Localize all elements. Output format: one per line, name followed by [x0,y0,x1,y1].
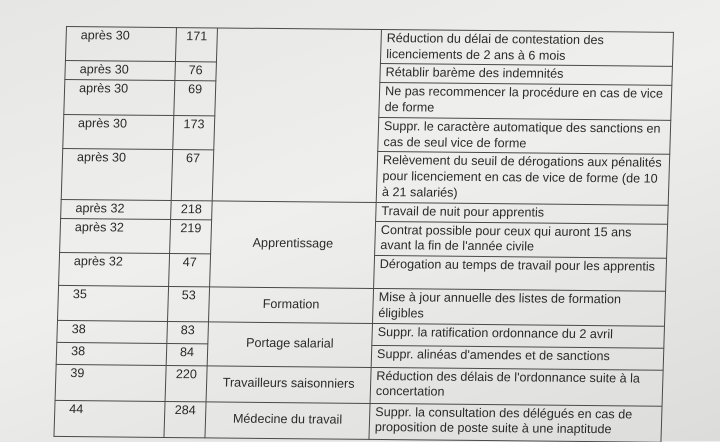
amendment-number: 173 [173,115,215,150]
amendments-table [53,26,674,442]
amendment-number: 69 [174,81,216,116]
amendment-description: Rétablir barème des indemnités [380,64,673,86]
amendment-description: Suppr. alinéas d'amendes et de sanctions [371,345,664,370]
amendment-description: Contrat possible pour ceux qui auront 15 ans avant la fin de l'année civile [375,221,668,258]
amendment-number: 218 [171,200,213,219]
article-ref: après 32 [61,199,172,219]
theme-portage-salarial: Portage salarial [207,321,372,367]
theme-licenciement [212,28,381,202]
amendment-number: 171 [175,28,217,63]
amendment-description: Réduction des délais de l'ordonnance suite à la concertation [370,367,663,406]
amendment-number: 220 [165,365,207,401]
amendment-number: 219 [170,219,212,254]
amendment-description: Suppr. la consultation des délégués en cas de proposition de poste suite à une inaptitude [369,403,662,442]
article-ref: 38 [56,342,167,365]
amendment-description: Mise à jour annuelle des listes de formation éligibles [373,289,666,326]
amendment-description: Dérogation au temps de travail pour les apprentis [374,256,667,292]
amendment-description: Suppr. le caractère automatique des sanctions en cas de seul vice de forme [378,117,671,154]
article-ref: après 32 [60,218,171,254]
theme-travailleurs-saisonniers: Travailleurs saisonniers [206,365,371,403]
article-ref: après 30 [63,114,174,150]
table-row [65,27,673,67]
article-ref: 35 [58,286,169,322]
theme-formation: Formation [209,287,374,323]
amendment-number: 67 [171,150,214,201]
amendment-number: 47 [169,254,211,287]
amendment-description: Suppr. la ratification ordonnance du 2 avril [372,323,665,348]
article-ref: 38 [57,320,168,343]
amendment-number: 284 [164,401,206,437]
amendment-number: 84 [166,343,208,365]
table-row [58,286,666,326]
article-ref: 44 [54,400,165,437]
article-ref: après 30 [61,149,173,200]
article-ref: après 30 [64,80,175,116]
amendment-number: 76 [175,62,217,81]
amendment-number: 83 [167,321,209,343]
amendment-description: Réduction du délai de contestation des licenciements de 2 ans à 6 mois [380,30,673,67]
article-ref: 39 [55,364,166,401]
article-ref: après 32 [59,253,170,287]
theme-medecine-du-travail: Médecine du travail [205,401,370,439]
table-row [54,400,662,442]
article-ref: après 30 [65,61,176,81]
amendment-number: 53 [168,287,210,322]
theme-apprentissage: Apprentissage [210,201,377,289]
amendment-description: Ne pas recommencer la procédure en cas de vice de forme [379,83,672,120]
amendment-description: Travail de nuit pour apprentis [376,202,669,224]
article-ref: après 30 [65,27,176,63]
table-row [55,364,663,406]
amendment-description: Relèvement du seuil de dérogations aux pénalités pour licenciement en cas de vice de forme (de 10 à 21 salariés) [376,152,670,205]
